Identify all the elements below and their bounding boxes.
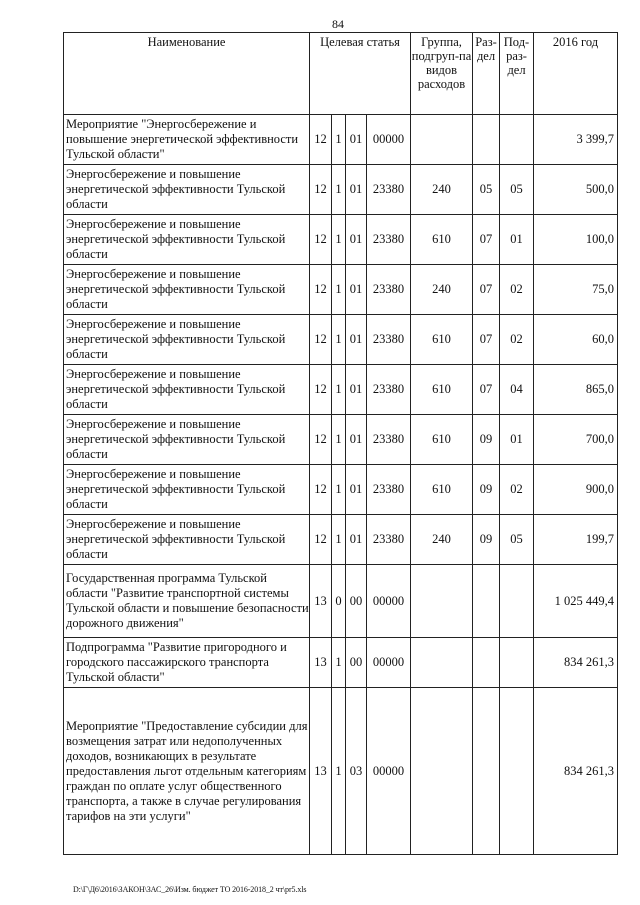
cell-amount: 199,7 [534, 515, 618, 565]
cell-name: Мероприятие "Энергосбережение и повышение энергетической эффективности Тульской области" [64, 115, 310, 165]
cell-t2: 1 [332, 515, 346, 565]
cell-t2: 1 [332, 215, 346, 265]
cell-amount: 834 261,3 [534, 688, 618, 855]
cell-amount: 100,0 [534, 215, 618, 265]
cell-t4: 00000 [367, 115, 411, 165]
cell-t3: 01 [346, 315, 367, 365]
cell-t4: 23380 [367, 215, 411, 265]
page-number: 84 [332, 17, 344, 31]
cell-t4: 00000 [367, 565, 411, 638]
cell-t1: 12 [310, 115, 332, 165]
cell-t1: 12 [310, 415, 332, 465]
cell-subsection: 01 [500, 415, 534, 465]
cell-amount: 500,0 [534, 165, 618, 215]
cell-t3: 01 [346, 115, 367, 165]
cell-name: Энергосбережение и повышение энергетической эффективности Тульской области [64, 465, 310, 515]
cell-name: Государственная программа Тульской области "Развитие транспортной системы Тульской области и повышение безопасности дорожного движения" [64, 565, 310, 638]
cell-section: 07 [473, 215, 500, 265]
cell-t2: 1 [332, 315, 346, 365]
header-subsection: Под-раз-дел [500, 33, 534, 115]
cell-section [473, 638, 500, 688]
cell-t1: 12 [310, 165, 332, 215]
cell-group: 610 [411, 415, 473, 465]
cell-section: 09 [473, 515, 500, 565]
cell-section [473, 565, 500, 638]
cell-group: 610 [411, 465, 473, 515]
cell-t4: 23380 [367, 465, 411, 515]
cell-group: 610 [411, 365, 473, 415]
cell-t4: 23380 [367, 415, 411, 465]
cell-section: 05 [473, 165, 500, 215]
cell-section: 07 [473, 315, 500, 365]
cell-name: Энергосбережение и повышение энергетической эффективности Тульской области [64, 315, 310, 365]
cell-group [411, 115, 473, 165]
cell-t3: 01 [346, 265, 367, 315]
cell-subsection: 04 [500, 365, 534, 415]
cell-group [411, 565, 473, 638]
cell-name: Мероприятие "Предоставление субсидии для возмещения затрат или недополученных доходов, возникающих в результате предоставления льгот отдельным категориям граждан по оплате услуг общественного транспорта, а также в случае регулирования тарифов на эти услуги" [64, 688, 310, 855]
cell-t1: 12 [310, 215, 332, 265]
cell-amount: 60,0 [534, 315, 618, 365]
file-path-footer: D:\Г\Д6\2016\ЗАКОН\ЗАС_26\Изм. бюджет ТО 2016-2018_2 чт\pr5.xls [73, 885, 307, 894]
cell-name: Энергосбережение и повышение энергетической эффективности Тульской области [64, 265, 310, 315]
header-target: Целевая статья [310, 33, 411, 115]
table-row [64, 365, 618, 415]
cell-group: 240 [411, 265, 473, 315]
cell-section: 09 [473, 465, 500, 515]
cell-amount: 865,0 [534, 365, 618, 415]
cell-t1: 12 [310, 515, 332, 565]
table-body [64, 115, 618, 855]
cell-subsection: 01 [500, 215, 534, 265]
table-row [64, 515, 618, 565]
table-row [64, 265, 618, 315]
cell-name: Энергосбережение и повышение энергетической эффективности Тульской области [64, 365, 310, 415]
cell-t2: 1 [332, 115, 346, 165]
cell-name: Подпрограмма "Развитие пригородного и городского пассажирского транспорта Тульской области" [64, 638, 310, 688]
cell-t1: 13 [310, 638, 332, 688]
header-name: Наименование [64, 33, 310, 115]
cell-section: 09 [473, 415, 500, 465]
cell-section [473, 688, 500, 855]
table-row [64, 415, 618, 465]
header-group: Группа, подгруп-па видов расходов [411, 33, 473, 115]
cell-t4: 23380 [367, 315, 411, 365]
cell-name: Энергосбережение и повышение энергетической эффективности Тульской области [64, 515, 310, 565]
cell-subsection: 02 [500, 265, 534, 315]
cell-subsection [500, 115, 534, 165]
cell-name: Энергосбережение и повышение энергетической эффективности Тульской области [64, 165, 310, 215]
table-header-row [64, 33, 618, 115]
cell-t4: 23380 [367, 515, 411, 565]
cell-subsection [500, 688, 534, 855]
cell-t4: 23380 [367, 365, 411, 415]
cell-t3: 01 [346, 465, 367, 515]
cell-subsection: 02 [500, 465, 534, 515]
table-row [64, 638, 618, 688]
cell-subsection: 02 [500, 315, 534, 365]
table-row [64, 165, 618, 215]
cell-section: 07 [473, 365, 500, 415]
cell-t4: 00000 [367, 638, 411, 688]
cell-group: 610 [411, 315, 473, 365]
cell-t3: 01 [346, 515, 367, 565]
cell-amount: 1 025 449,4 [534, 565, 618, 638]
cell-t2: 1 [332, 415, 346, 465]
table-row [64, 215, 618, 265]
cell-t4: 00000 [367, 688, 411, 855]
cell-amount: 75,0 [534, 265, 618, 315]
cell-t3: 00 [346, 565, 367, 638]
cell-group: 610 [411, 215, 473, 265]
cell-t3: 00 [346, 638, 367, 688]
cell-t4: 23380 [367, 165, 411, 215]
cell-t2: 1 [332, 465, 346, 515]
cell-t1: 12 [310, 265, 332, 315]
cell-t2: 0 [332, 565, 346, 638]
cell-amount: 3 399,7 [534, 115, 618, 165]
cell-t3: 01 [346, 165, 367, 215]
cell-t1: 12 [310, 465, 332, 515]
cell-t1: 13 [310, 565, 332, 638]
cell-amount: 834 261,3 [534, 638, 618, 688]
cell-name: Энергосбережение и повышение энергетической эффективности Тульской области [64, 415, 310, 465]
cell-section [473, 115, 500, 165]
cell-subsection [500, 565, 534, 638]
cell-t3: 01 [346, 415, 367, 465]
cell-group [411, 638, 473, 688]
cell-group: 240 [411, 165, 473, 215]
cell-subsection: 05 [500, 165, 534, 215]
cell-name: Энергосбережение и повышение энергетической эффективности Тульской области [64, 215, 310, 265]
cell-t2: 1 [332, 638, 346, 688]
cell-amount: 900,0 [534, 465, 618, 515]
cell-t3: 01 [346, 365, 367, 415]
budget-table [63, 32, 618, 855]
cell-t3: 01 [346, 215, 367, 265]
cell-t1: 12 [310, 315, 332, 365]
cell-t3: 03 [346, 688, 367, 855]
cell-group: 240 [411, 515, 473, 565]
cell-t1: 13 [310, 688, 332, 855]
table-row [64, 688, 618, 855]
cell-section: 07 [473, 265, 500, 315]
table-row [64, 115, 618, 165]
cell-subsection: 05 [500, 515, 534, 565]
header-section: Раз-дел [473, 33, 500, 115]
cell-t2: 1 [332, 365, 346, 415]
cell-t4: 23380 [367, 265, 411, 315]
cell-t2: 1 [332, 165, 346, 215]
table-row [64, 465, 618, 515]
table-row [64, 315, 618, 365]
table-row [64, 565, 618, 638]
cell-t2: 1 [332, 265, 346, 315]
header-year: 2016 год [534, 33, 618, 115]
cell-group [411, 688, 473, 855]
cell-subsection [500, 638, 534, 688]
cell-t1: 12 [310, 365, 332, 415]
cell-t2: 1 [332, 688, 346, 855]
cell-amount: 700,0 [534, 415, 618, 465]
